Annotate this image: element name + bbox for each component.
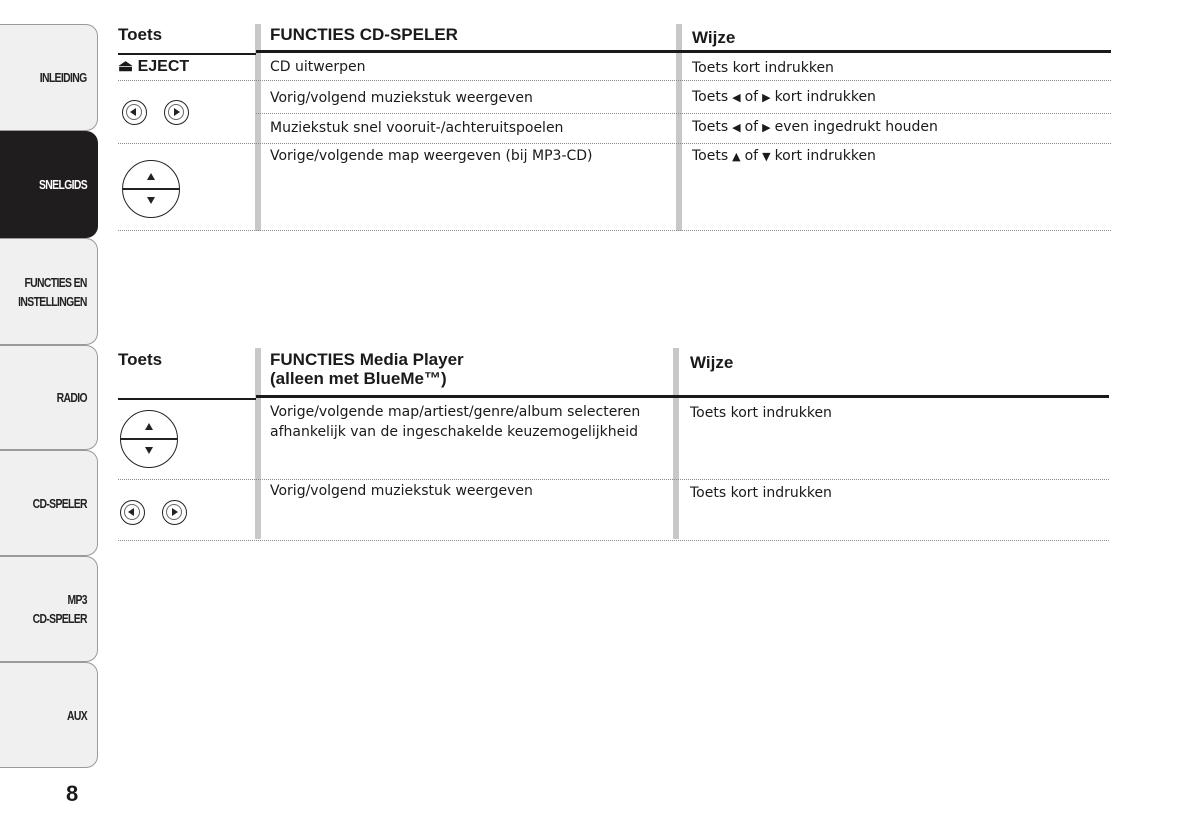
header-functies-subtitle: (alleen met BlueMe™) — [270, 369, 447, 388]
left-arrow-icon: ◀ — [732, 121, 741, 134]
mode-text: Toets — [692, 148, 729, 164]
tab-radio[interactable] — [0, 345, 98, 450]
row-divider — [118, 53, 256, 55]
column-divider — [255, 348, 261, 539]
tab-label: FUNCTIES EN INSTELLINGEN — [18, 274, 87, 309]
tab-label: INLEIDING — [40, 70, 87, 85]
up-down-button-icon — [120, 410, 178, 468]
header-wijze: Wijze — [690, 353, 734, 372]
right-arrow-icon: ▶ — [762, 121, 771, 134]
header-rule — [256, 50, 1111, 53]
tab-snelgids[interactable] — [0, 131, 98, 238]
row-divider — [256, 113, 1111, 114]
tab-label: AUX — [66, 707, 87, 723]
tab-label: SNELGIDS — [38, 177, 87, 192]
tab-cd-speler[interactable] — [0, 450, 98, 556]
mode-text: Toets — [692, 89, 729, 105]
left-button-icon — [122, 100, 147, 125]
table-row-mode: Toets kort indrukken — [692, 60, 834, 76]
tab-inleiding[interactable] — [0, 24, 98, 131]
table-row-mode: Toets kort indrukken — [690, 485, 832, 501]
header-functies: FUNCTIES CD-SPELER — [270, 25, 458, 44]
header-rule — [256, 395, 1109, 398]
row-divider — [118, 230, 1111, 231]
row-divider — [118, 143, 1111, 144]
table-row-function: Vorige/volgende map/artiest/genre/album selecteren — [270, 404, 641, 420]
table-row-function: Vorig/volgend muziekstuk weergeven — [270, 483, 533, 499]
row-divider — [118, 540, 1109, 541]
table-row-function-line2: afhankelijk van de ingeschakelde keuzemogelijkheid — [270, 424, 638, 440]
mode-text: even ingedrukt houden — [774, 119, 938, 135]
table-row-mode: Toets kort indrukken — [690, 405, 832, 421]
column-divider — [255, 24, 261, 231]
tab-label: MP3 CD-SPELER — [32, 592, 87, 626]
mode-text: of — [744, 148, 759, 164]
table-row-key — [118, 57, 189, 77]
tab-mp3-cd-speler[interactable] — [0, 556, 98, 662]
table-row-function: Muziekstuk snel vooruit-/achteruitspoelen — [270, 120, 564, 136]
up-down-button-icon — [122, 160, 180, 218]
left-button-icon — [120, 500, 145, 525]
mode-text: kort indrukken — [774, 148, 876, 164]
header-toets: Toets — [118, 25, 163, 44]
row-divider — [118, 398, 256, 400]
cd-player-table — [118, 24, 1111, 234]
page-number: 8 — [66, 781, 79, 806]
eject-label: EJECT — [137, 58, 190, 75]
right-button-icon — [162, 500, 187, 525]
mode-text: of — [744, 119, 759, 135]
table-row-function: Vorige/volgende map weergeven (bij MP3-CD) — [270, 148, 593, 164]
table-row-mode — [692, 87, 876, 108]
header-toets: Toets — [118, 350, 163, 369]
down-arrow-icon: ▼ — [762, 150, 771, 163]
table-row-function: CD uitwerpen — [270, 59, 366, 75]
tab-aux[interactable] — [0, 662, 98, 768]
row-divider — [118, 80, 1111, 81]
row-divider — [118, 479, 1109, 480]
right-arrow-icon: ▶ — [762, 91, 771, 104]
mode-text: of — [744, 89, 759, 105]
table-row-mode — [692, 117, 938, 138]
tab-label: RADIO — [56, 390, 87, 405]
right-button-icon — [164, 100, 189, 125]
left-arrow-icon: ◀ — [732, 91, 741, 104]
eject-icon: ⏏ — [118, 58, 134, 75]
tab-label: CD-SPELER — [32, 495, 87, 511]
media-player-table — [118, 348, 1109, 543]
table-row-function: Vorig/volgend muziekstuk weergeven — [270, 90, 533, 106]
mode-text: Toets — [692, 119, 729, 135]
tab-functies-en-instellingen[interactable] — [0, 238, 98, 345]
column-divider — [673, 348, 679, 539]
header-functies: FUNCTIES Media Player — [270, 350, 464, 369]
header-wijze: Wijze — [692, 28, 736, 47]
mode-text: kort indrukken — [774, 89, 876, 105]
table-row-mode — [692, 146, 876, 167]
column-divider — [676, 24, 682, 231]
up-arrow-icon: ▲ — [732, 150, 741, 163]
